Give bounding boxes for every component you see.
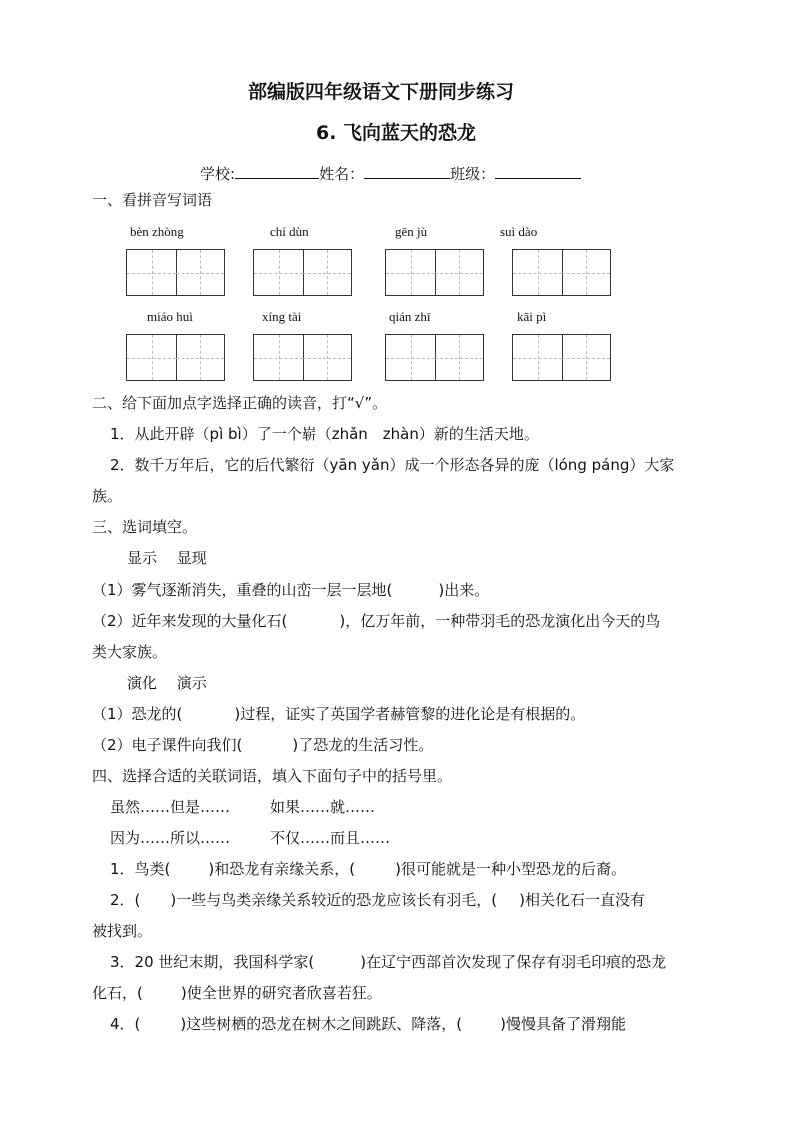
- writing-box[interactable]: [126, 249, 225, 296]
- question-part: 3．20 世纪末期，我国科学家(: [110, 953, 315, 971]
- question-text: 1．从此开辟（pì bì）了一个崭（zhǎn zhàn）新的生活天地。: [110, 425, 539, 443]
- question-text: 族。: [92, 487, 123, 505]
- word-choices: 显示 显现: [127, 549, 207, 567]
- pinyin-label: qián zhī: [389, 309, 431, 324]
- question-text: [110, 893, 645, 908]
- writing-box[interactable]: [512, 334, 611, 381]
- writing-box[interactable]: [253, 249, 352, 296]
- conjunction-option: 因为……所以……: [110, 829, 231, 847]
- question-part: 1．鸟类(: [110, 860, 171, 878]
- question-part: )一些与鸟类亲缘关系较近的恐龙应该长有羽毛，(: [170, 891, 498, 909]
- question-part: 化石，(: [92, 984, 143, 1002]
- question-part: )过程，证实了英国学者赫管黎的进化论是有根据的。: [234, 705, 586, 723]
- section3-heading: 三、选词填空。: [92, 518, 198, 536]
- question-text: [92, 614, 660, 629]
- question-part: （1）雾气逐渐消失，重叠的山峦一层一层地(: [92, 581, 393, 599]
- pinyin-label: xíng tài: [262, 309, 302, 324]
- question-text: [92, 738, 433, 753]
- question-part: （1）恐龙的(: [92, 705, 183, 723]
- question-text: [110, 1017, 626, 1032]
- question-text: 类大家族。: [92, 643, 168, 661]
- writing-box[interactable]: [385, 334, 484, 381]
- writing-box[interactable]: [512, 249, 611, 296]
- question-text: [92, 986, 382, 1001]
- question-part: )，亿万年前，一种带羽毛的恐龙演化出今天的鸟: [339, 612, 661, 630]
- writing-box[interactable]: [385, 249, 484, 296]
- question-text: [92, 583, 489, 598]
- pinyin-label: bèn zhòng: [130, 224, 184, 239]
- question-part: )相关化石一直没有: [519, 891, 645, 909]
- question-part: )出来。: [438, 581, 490, 599]
- pinyin-label: chí dùn: [270, 224, 309, 239]
- lesson-title: 6. 飞向蓝天的恐龙: [316, 122, 477, 144]
- page-title: 部编版四年级语文下册同步练习: [248, 81, 515, 103]
- section2-heading: 二、给下面加点字选择正确的读音，打“√”。: [92, 394, 388, 412]
- pinyin-label: gēn jù: [395, 224, 428, 239]
- class-label: 班级：: [450, 165, 496, 183]
- question-part: )了恐龙的生活习性。: [292, 736, 434, 754]
- student-info-line: [200, 162, 581, 182]
- question-part: )使全世界的研究者欣喜若狂。: [180, 984, 382, 1002]
- question-text: [92, 707, 585, 722]
- name-label: 姓名：: [319, 165, 365, 183]
- question-text: [110, 862, 626, 877]
- question-part: )在辽宁西部首次发现了保存有羽毛印痕的恐龙: [360, 953, 667, 971]
- writing-box[interactable]: [126, 334, 225, 381]
- writing-box[interactable]: [253, 334, 352, 381]
- question-part: 4．(: [110, 1015, 141, 1033]
- name-blank[interactable]: [364, 162, 450, 179]
- conjunction-option: 不仅……而且……: [270, 829, 391, 847]
- question-part: )慢慢具备了滑翔能: [500, 1015, 626, 1033]
- pinyin-label: kāi pì: [517, 309, 547, 324]
- conjunction-option: 如果……就……: [270, 798, 376, 816]
- class-blank[interactable]: [495, 162, 581, 179]
- conjunction-option: 虽然……但是……: [110, 798, 231, 816]
- question-part: )很可能就是一种小型恐龙的后裔。: [395, 860, 626, 878]
- pinyin-label: suì dào: [500, 224, 538, 239]
- question-part: （2）近年来发现的大量化石(: [92, 612, 288, 630]
- school-label: 学校:: [200, 165, 236, 183]
- question-text: [110, 955, 666, 970]
- question-text: 2．数千万年后，它的后代繁衍（yān yǎn）成一个形态各异的庞（lóng páng）大家: [110, 456, 675, 474]
- school-blank[interactable]: [235, 162, 319, 179]
- section4-heading: 四、选择合适的关联词语，填入下面句子中的括号里。: [92, 767, 453, 785]
- question-part: 2．(: [110, 891, 141, 909]
- question-part: )和恐龙有亲缘关系，(: [208, 860, 356, 878]
- question-text: 被找到。: [92, 922, 153, 940]
- pinyin-label: miáo huì: [147, 309, 193, 324]
- question-part: （2）电子课件向我们(: [92, 736, 243, 754]
- section1-heading: 一、看拼音写词语: [92, 191, 213, 209]
- question-part: )这些树栖的恐龙在树木之间跳跃、降落，(: [180, 1015, 463, 1033]
- word-choices: 演化 演示: [127, 674, 207, 692]
